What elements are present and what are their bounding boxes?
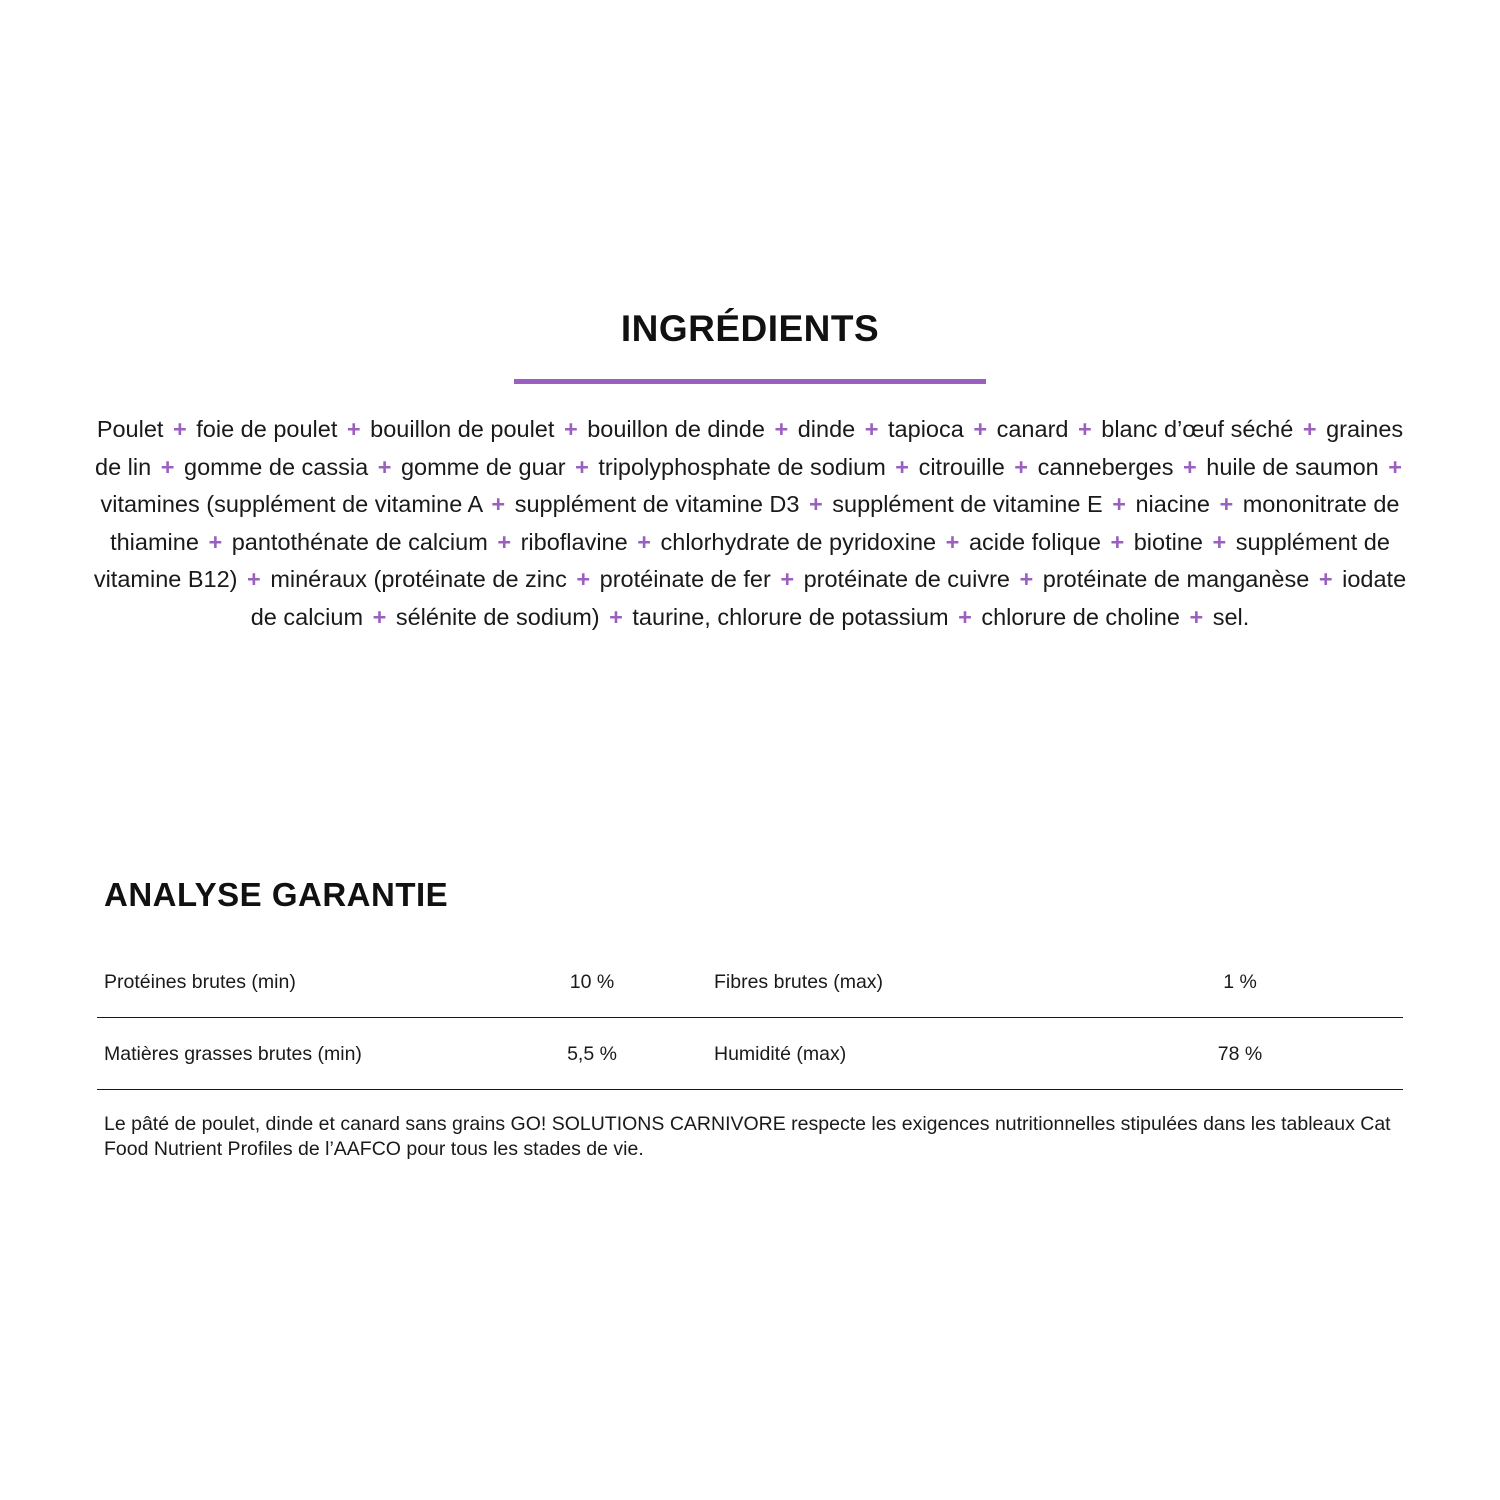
plus-separator: + (491, 491, 506, 518)
ingredient-item: tripolyphosphate de sodium (598, 453, 886, 480)
ingredient-item: huile de saumon (1206, 453, 1379, 480)
plus-separator: + (609, 603, 623, 630)
plus-separator: + (377, 453, 392, 480)
ingredient-item: dinde (797, 416, 856, 442)
plus-separator: + (346, 416, 361, 442)
analysis-label: Matières grasses brutes (min) (104, 1043, 362, 1065)
plus-separator: + (637, 528, 651, 555)
ingredient-item: protéinate de fer (599, 566, 771, 593)
plus-separator: + (1112, 491, 1126, 518)
ingredient-item: protéinate de cuivre (803, 566, 1010, 593)
ingredient-item: chlorure de choline (981, 603, 1180, 630)
plus-separator: + (1110, 528, 1125, 555)
ingredient-item: canneberges (1037, 453, 1174, 480)
ingredient-item: graines de lin (95, 416, 1404, 480)
plus-separator: + (774, 416, 789, 442)
ingredient-item: iodate de calcium (250, 566, 1407, 630)
ingredient-item: protéinate de manganèse (1042, 566, 1310, 593)
ingredient-item: sélénite de sodium) (395, 603, 600, 630)
ingredient-item: blanc d’œuf séché (1101, 416, 1294, 442)
plus-separator: + (1014, 453, 1029, 480)
ingredients-title: INGRÉDIENTS (620, 308, 880, 349)
ingredient-item: minéraux (protéinate de zinc (270, 566, 567, 593)
plus-separator: + (895, 453, 910, 480)
plus-separator: + (1212, 528, 1227, 555)
ingredient-item: supplément de vitamine B12) (93, 528, 1390, 593)
ingredient-item: chlorhydrate de pyridoxine (660, 528, 937, 555)
ingredient-item: Poulet (96, 416, 164, 442)
plus-separator: + (780, 566, 795, 593)
analysis-label: Protéines brutes (min) (104, 971, 296, 993)
ingredient-item: taurine, chlorure de potassium (632, 603, 949, 630)
ingredient-item: biotine (1133, 528, 1203, 555)
ingredient-item: vitamines (supplément de vitamine A (100, 491, 482, 518)
plus-separator: + (1019, 566, 1034, 593)
ingredient-item: sel. (1212, 603, 1250, 630)
ingredient-item: bouillon de dinde (587, 416, 765, 442)
ingredient-item: gomme de guar (400, 453, 566, 480)
analysis-value: 1 % (1223, 971, 1257, 993)
analysis-value: 78 % (1217, 1043, 1263, 1065)
plus-separator: + (973, 416, 988, 442)
ingredient-item: riboflavine (520, 528, 628, 555)
plus-separator: + (372, 603, 387, 630)
plus-separator: + (1388, 453, 1402, 480)
analysis-row (97, 946, 1403, 1018)
analysis-title: ANALYSE GARANTIE (104, 876, 449, 913)
ingredient-item: niacine (1135, 491, 1210, 518)
plus-separator: + (576, 566, 591, 593)
plus-separator: + (1189, 603, 1204, 630)
plus-separator: + (563, 416, 578, 442)
ingredient-item: supplément de vitamine E (832, 491, 1103, 518)
plus-separator: + (808, 491, 823, 518)
plus-separator: + (1182, 453, 1197, 480)
plus-separator: + (1219, 491, 1234, 518)
ingredient-item: gomme de cassia (184, 453, 369, 480)
analysis-value: 10 % (569, 971, 615, 993)
ingredient-item: bouillon de poulet (370, 416, 555, 442)
plus-separator: + (172, 416, 187, 442)
plus-separator: + (208, 528, 223, 555)
plus-separator: + (958, 603, 972, 630)
analysis-label: Fibres brutes (max) (714, 971, 884, 993)
ingredient-item: mononitrate de thiamine (110, 491, 1400, 555)
plus-separator: + (864, 416, 879, 442)
ingredient-item: citrouille (918, 453, 1005, 480)
plus-separator: + (160, 453, 175, 480)
ingredient-item: acide folique (968, 528, 1101, 555)
ingredient-item: pantothénate de calcium (231, 528, 488, 555)
analysis-row (97, 1018, 1403, 1090)
analysis-label: Humidité (max) (714, 1043, 847, 1065)
ingredient-item: foie de poulet (196, 416, 338, 442)
plus-separator: + (497, 528, 512, 555)
plus-separator: + (1302, 416, 1317, 442)
plus-separator: + (1318, 566, 1333, 593)
plus-separator: + (1078, 416, 1092, 442)
plus-separator: + (575, 453, 589, 480)
guaranteed-analysis-table (97, 946, 1403, 1090)
plus-separator: + (247, 566, 261, 593)
plus-separator: + (945, 528, 960, 555)
title-accent-rule (514, 379, 986, 384)
ingredient-item: supplément de vitamine D3 (514, 491, 800, 518)
analysis-value: 5,5 % (567, 1043, 617, 1065)
aafco-footnote: Le pâté de poulet, dinde et canard sans grains GO! SOLUTIONS CARNIVORE respecte les exigences nutritionnelles stipulées dans les tableaux Cat Food Nutrient Profiles de l’AAFCO pour tous les stades de vie. (104, 1113, 1391, 1160)
ingredients-list (90, 411, 1410, 637)
ingredient-item: canard (996, 416, 1069, 442)
ingredient-item: tapioca (888, 416, 964, 442)
